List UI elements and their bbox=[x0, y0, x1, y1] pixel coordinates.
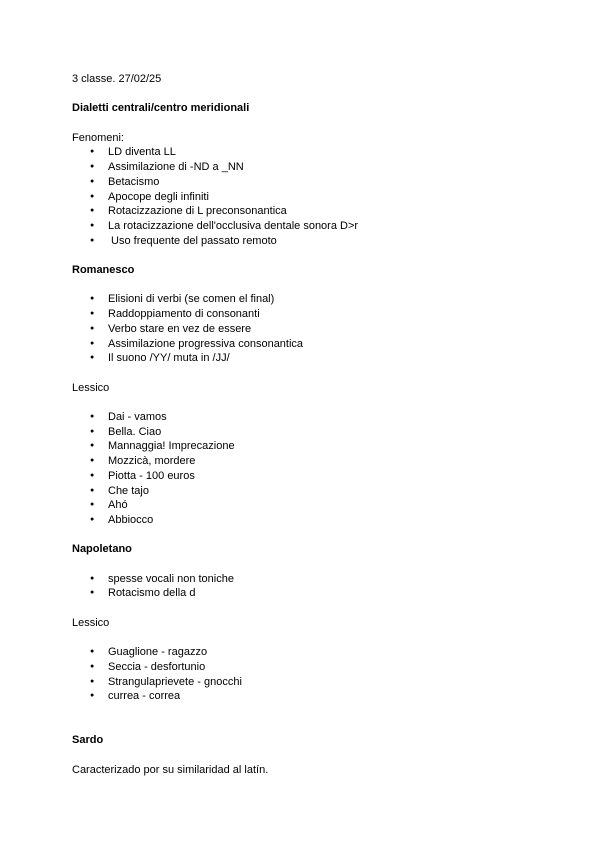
list-item: ● Seccia - desfortunio bbox=[72, 660, 532, 675]
list-item: ● Assimilazione di -ND a _NN bbox=[72, 160, 532, 175]
class-date-line: 3 classe. 27/02/25 bbox=[72, 73, 162, 85]
list-item: ● Assimilazione progressiva consonantica bbox=[72, 337, 532, 352]
list-item: ● Mannaggia! Imprecazione bbox=[72, 439, 532, 454]
fenomeni-label: Fenomeni: bbox=[72, 131, 124, 144]
list-item: ● spesse vocali non toniche bbox=[72, 572, 532, 587]
lessico-label-romanesco: Lessico bbox=[72, 381, 110, 394]
list-item: ● Raddoppiamento di consonanti bbox=[72, 307, 532, 322]
list-item: ● Uso frequente del passato remoto bbox=[72, 234, 532, 249]
list-item: ● Abbiocco bbox=[72, 513, 532, 528]
list-item: ● Elisioni di verbi (se comen el final) bbox=[72, 292, 532, 307]
list-item: ● Guaglione - ragazzo bbox=[72, 645, 532, 660]
napoletano-list bbox=[72, 572, 532, 601]
sardo-description: Caracterizado por su similaridad al latín. bbox=[72, 763, 269, 776]
section-title-romanesco: Romanesco bbox=[72, 264, 135, 277]
list-item: ● Apocope degli infiniti bbox=[72, 190, 532, 205]
list-item: ● Bella. Ciao bbox=[72, 425, 532, 440]
list-item: ● Rotacizzazione di L preconsonantica bbox=[72, 204, 532, 219]
napoletano-lessico-list bbox=[72, 645, 532, 704]
section-title-napoletano: Napoletano bbox=[72, 543, 132, 556]
fenomeni-list bbox=[72, 145, 532, 248]
list-item: ● Dai - vamos bbox=[72, 410, 532, 425]
list-item: ● Verbo stare en vez de essere bbox=[72, 322, 532, 337]
list-item: ● LD diventa LL bbox=[72, 145, 532, 160]
list-item: ● Betacismo bbox=[72, 175, 532, 190]
section-title-sardo: Sardo bbox=[72, 734, 104, 747]
list-item: ● Rotacismo della d bbox=[72, 586, 532, 601]
list-item: ● Mozzicà, mordere bbox=[72, 454, 532, 469]
list-item: ● Che tajo bbox=[72, 484, 532, 499]
list-item: ● currea - correa bbox=[72, 689, 532, 704]
list-item: ● Piotta - 100 euros bbox=[72, 469, 532, 484]
document-title: Dialetti centrali/centro meridionali bbox=[72, 102, 250, 115]
list-item: ● Il suono /YY/ muta in /JJ/ bbox=[72, 351, 532, 366]
list-item: ● Ahó bbox=[72, 498, 532, 513]
lessico-label-napoletano: Lessico bbox=[72, 616, 110, 629]
list-item: ● Strangulaprievete - gnocchi bbox=[72, 675, 532, 690]
document-page bbox=[72, 72, 532, 778]
romanesco-lessico-list bbox=[72, 410, 532, 528]
romanesco-list bbox=[72, 292, 532, 366]
list-item: ● La rotacizzazione dell'occlusiva dentale sonora D>r bbox=[72, 219, 532, 234]
